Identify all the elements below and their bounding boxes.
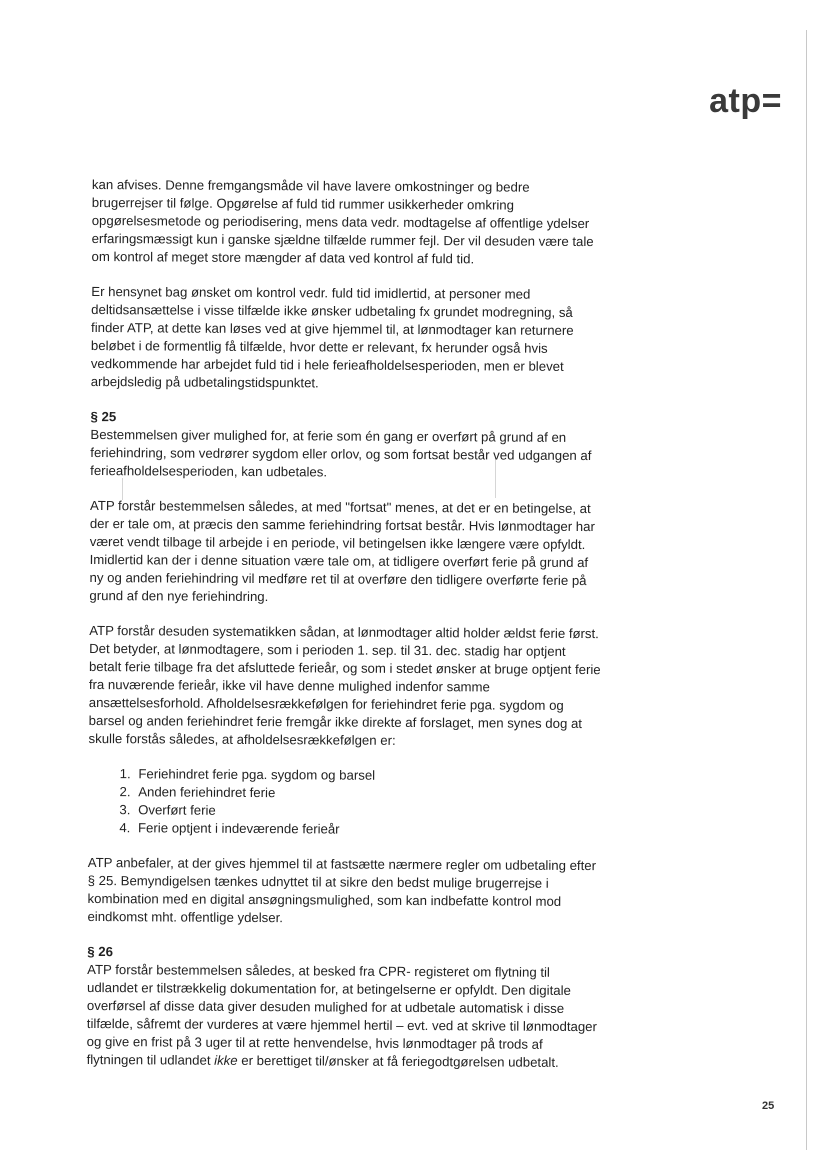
- paragraph-text: ATP forstår bestemmelsen således, at besked fra CPR- registeret om flytning til udlandet er tilstrækkelig dokumentation for, at betingelserne er opfyldt. Den digitale overførsel af disse data giver desuden mulighed for at udbetale automatisk i disse tilfælde, såfremt der vurderes at være hjemmel hertil – evt. ved at skrive til lønmodtager og give en frist på 3 uger til at rette henvendelse, hvis lønmodtager på trods af flytningen til udlandet: [86, 961, 597, 1068]
- document-body: [86, 176, 604, 1089]
- paragraph: kan afvises. Denne fremgangsmåde vil have lavere omkostninger og bedre brugerrejser til følge. Opgørelse af fuld tid rummer usikkerheder omkring opgørelsesmetode og periodisering, mens data vedr. modtagelse af offentlige ydelser erfaringsmæssigt kun i ganske sjældne tilfælde rummer fejl. Der vil desuden være tale om kontrol af meget store mængder af data ved kontrol af fuld tid.: [91, 176, 594, 267]
- list-item: 3. Overført ferie: [134, 801, 600, 822]
- emphasis-text: ikke: [214, 1052, 238, 1068]
- paragraph-text: er berettiget til/ønsker at få feriegodtgørelsen udbetalt.: [237, 1052, 559, 1070]
- list-item: 4. Ferie optjent i indeværende ferieår: [134, 819, 600, 840]
- section-heading: § 25: [90, 408, 117, 425]
- section-25: [90, 408, 602, 483]
- paragraph: ATP forstår bestemmelsen således, at med "fortsat" menes, at det er en betingelse, at der er tale om, at præcis den samme feriehindring fortsat består. Hvis lønmodtager har været vendt tilbage til arbejde i en periode, vil betingelsen ikke længere være opfyldt. Imidlertid kan der i denne situation være tale om, at tidligere overført ferie på grund af ny og anden feriehindring vil medføre ret til at overføre den tidligere overførte ferie på grund af den nye feriehindring.: [89, 497, 595, 605]
- priority-list: [88, 765, 600, 840]
- section-heading: § 26: [87, 943, 113, 960]
- list-item: 1. Feriehindret ferie pga. sygdom og barsel: [134, 765, 600, 786]
- paragraph: [87, 961, 600, 1072]
- atp-logo: atp=: [709, 82, 782, 120]
- section-26: [87, 943, 600, 1072]
- scan-edge-line: [806, 30, 807, 1150]
- list-item: 2. Anden feriehindret ferie: [134, 783, 600, 804]
- paragraph: ATP forstår desuden systematikken sådan, at lønmodtager altid holder ældst ferie først. Det betyder, at lønmodtagere, som i perioden 1. sep. til 31. dec. stadig har optjent betalt ferie tilbage fra det afsluttede ferieår, og som i stedet ønsker at bruge optjent ferie fra nuværende ferieår, ikke vil have denne mulighed indenfor samme ansættelsesforhold. Afholdelsesrækkefølgen for feriehindret ferie pga. sygdom og barsel og anden feriehindret ferie fremgår ikke direkte af forslaget, men synes dog at skulle forstås således, at afholdelsesrækkefølgen er:: [88, 622, 601, 748]
- page-number: 25: [762, 1100, 775, 1112]
- paragraph: Er hensynet bag ønsket om kontrol vedr. fuld tid imidlertid, at personer med deltidsansættelse i visse tilfælde ikke ønsker udbetaling fx grundet modregning, så finder ATP, at dette kan løses ved at give hjemmel til, at lønmodtager kan returnere beløbet i de formentlig få tilfælde, hvor dette er relevant, fx herunder også hvis vedkommende har arbejdet fuld tid i hele ferieafholdelsesperioden, men er blevet arbejdsledig på udbetalingstidspunktet.: [90, 283, 574, 391]
- paragraph: Bestemmelsen giver mulighed for, at ferie som én gang er overført på grund af en feriehindring, som vedrører sygdom eller orlov, og som fortsat består ved udgangen af ferieafholdelsesperioden, kan udbetales.: [90, 426, 592, 480]
- paragraph: ATP anbefaler, at der gives hjemmel til at fastsætte nærmere regler om udbetaling efter § 25. Bemyndigelsen tænkes udnyttet til at sikre den bedst mulige brugerrejse i kombination med en digital ansøgningsmulighed, som kan indbefatte kontrol mod eindkomst mht. offentlige ydelser.: [87, 854, 597, 926]
